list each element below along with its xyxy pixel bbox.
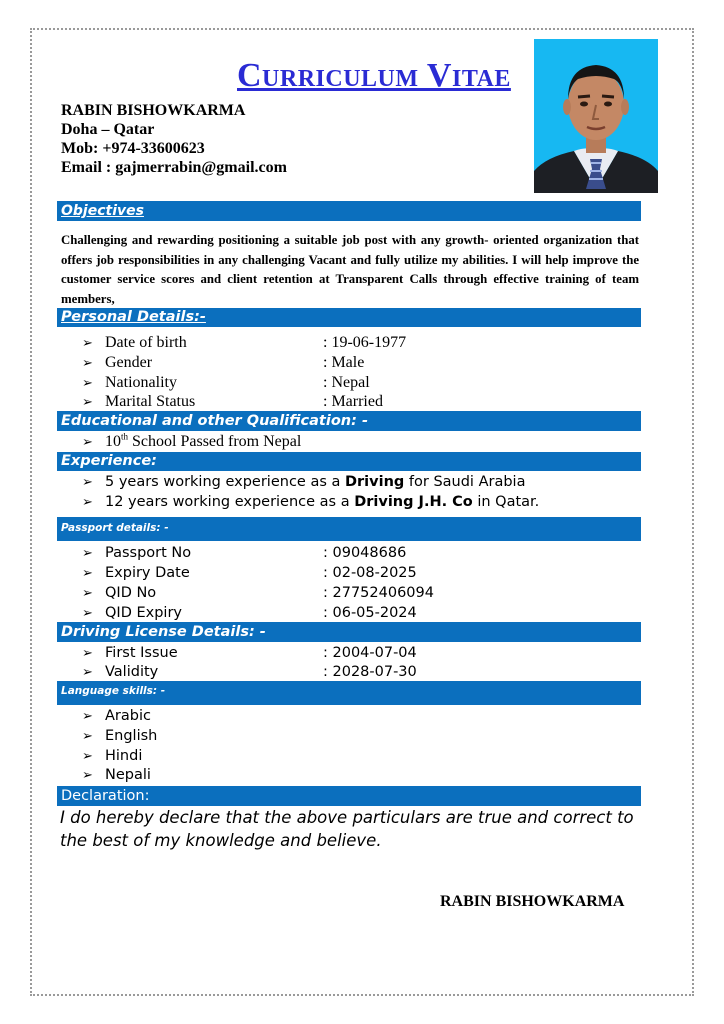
arrow-bullet-icon: ➢ (82, 709, 93, 724)
education-row: ➢ 10th School Passed from Nepal (82, 432, 301, 452)
experience-row: ➢ 12 years working experience as a Driving J.H. Co in Qatar. (82, 492, 539, 512)
arrow-bullet-icon: ➢ (82, 768, 93, 783)
license-row-first-issue: ➢ First Issue : 2004-07-04 (82, 643, 178, 663)
education-header: Educational and other Qualification: - (57, 411, 641, 431)
license-row-validity: ➢ Validity : 2028-07-30 (82, 662, 158, 682)
objective-text: Challenging and rewarding positioning a suitable job post with any growth- oriented organization that offers job responsibilities in any challenging Vacant and fully utilize my abilities. I will help improve the customer service scores and client retention at Transparent Calls through effective training of team members, (61, 233, 639, 306)
arrow-bullet-icon: ➢ (82, 395, 93, 410)
arrow-bullet-icon: ➢ (82, 586, 93, 601)
cv-title: Curriculum Vitae (237, 57, 511, 94)
applicant-location: Doha – Qatar (61, 121, 155, 138)
objectives-header: Objectives (57, 201, 641, 221)
applicant-email: Email : gajmerrabin@gmail.com (61, 159, 287, 176)
arrow-bullet-icon: ➢ (82, 356, 93, 371)
arrow-bullet-icon: ➢ (82, 665, 93, 680)
passport-row-qid-expiry: ➢ QID Expiry : 06-05-2024 (82, 603, 182, 623)
applicant-mobile: Mob: +974-33600623 (61, 140, 205, 157)
language-item: ➢ Hindi (82, 746, 142, 766)
arrow-bullet-icon: ➢ (82, 475, 93, 490)
passport-header: Passport details: - (57, 517, 641, 541)
arrow-bullet-icon: ➢ (82, 646, 93, 661)
passport-row-qid: ➢ QID No : 27752406094 (82, 583, 156, 603)
arrow-bullet-icon: ➢ (82, 749, 93, 764)
arrow-bullet-icon: ➢ (82, 729, 93, 744)
arrow-bullet-icon: ➢ (82, 495, 93, 510)
arrow-bullet-icon: ➢ (82, 546, 93, 561)
arrow-bullet-icon: ➢ (82, 336, 93, 351)
personal-row-gender: ➢ Gender : Male (82, 353, 152, 373)
applicant-name: RABIN BISHOWKARMA (61, 102, 246, 119)
personal-details-header: Personal Details:- (57, 308, 641, 327)
language-item: ➢ Arabic (82, 706, 151, 726)
language-item: ➢ English (82, 726, 157, 746)
arrow-bullet-icon: ➢ (82, 376, 93, 391)
experience-row: ➢ 5 years working experience as a Driving for Saudi Arabia (82, 472, 525, 492)
contact-block (61, 101, 287, 177)
signature-name: RABIN BISHOWKARMA (440, 893, 625, 910)
personal-row-dob: ➢ Date of birth : 19-06-1977 (82, 333, 187, 353)
passport-row-number: ➢ Passport No : 09048686 (82, 543, 191, 563)
profile-photo (534, 39, 658, 193)
language-header: Language skills: - (57, 681, 641, 705)
declaration-text: I do hereby declare that the above particulars are true and correct to the best of my knowledge and believe. (60, 808, 634, 850)
passport-row-expiry: ➢ Expiry Date : 02-08-2025 (82, 563, 190, 583)
personal-row-nationality: ➢ Nationality : Nepal (82, 373, 177, 393)
arrow-bullet-icon: ➢ (82, 566, 93, 581)
arrow-bullet-icon: ➢ (82, 606, 93, 621)
declaration-header: Declaration: (57, 786, 641, 806)
arrow-bullet-icon: ➢ (82, 435, 93, 450)
language-item: ➢ Nepali (82, 765, 151, 785)
experience-header: Experience: (57, 452, 641, 471)
personal-row-marital: ➢ Marital Status : Married (82, 392, 195, 412)
license-header: Driving License Details: - (57, 622, 641, 642)
portrait-illustration (534, 39, 658, 193)
